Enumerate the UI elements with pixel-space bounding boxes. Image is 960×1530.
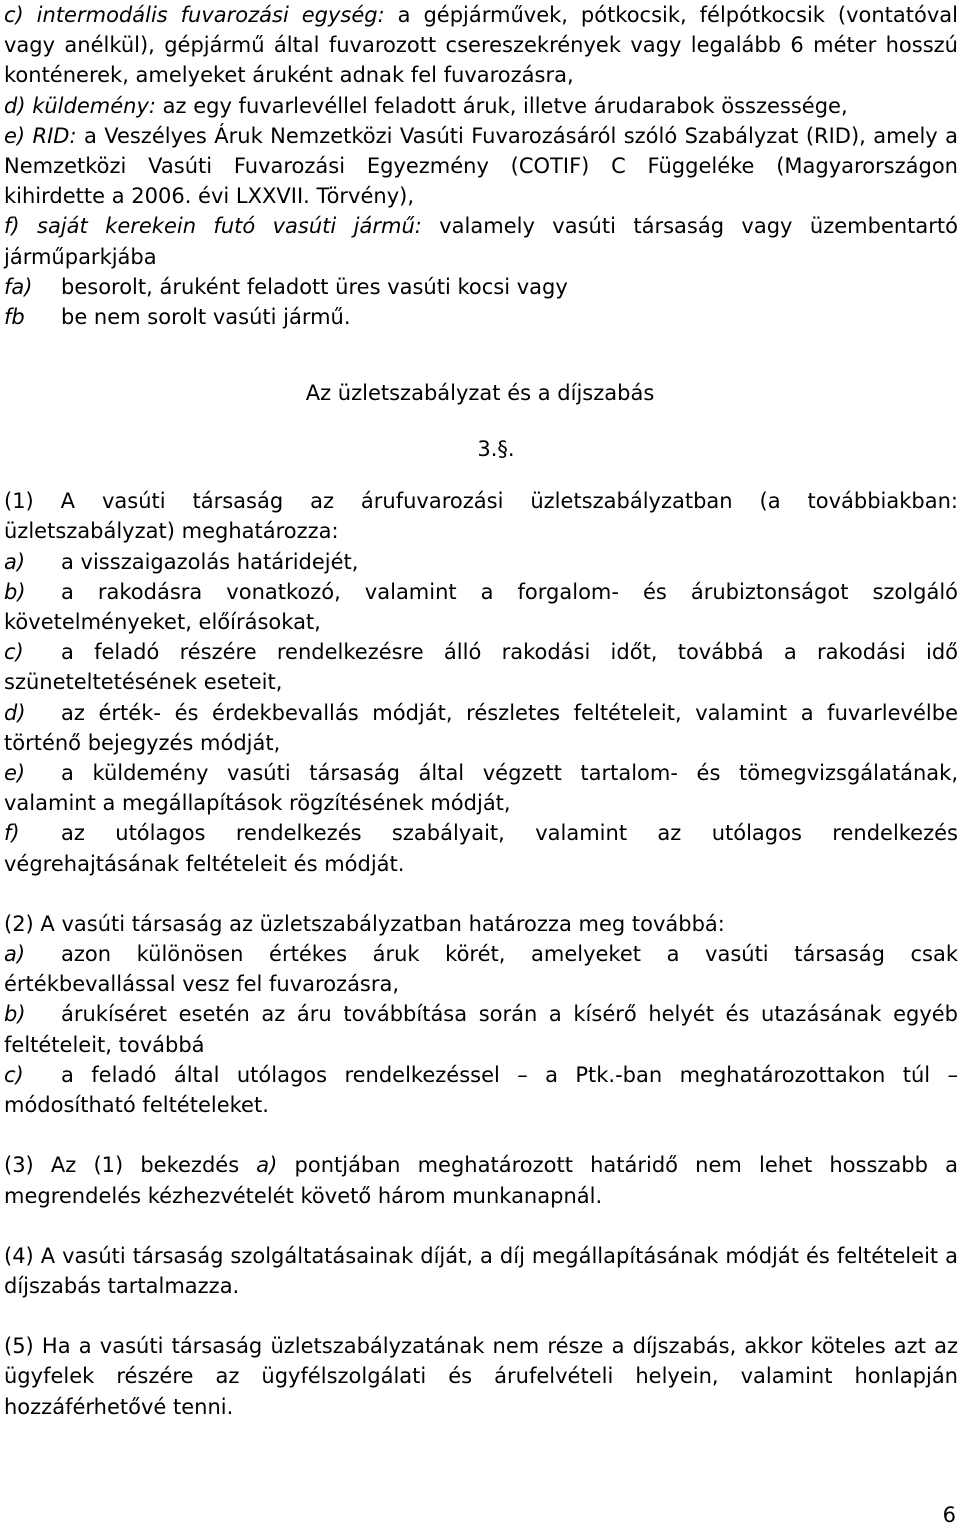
paragraph-1-item-text: a feladó részére rendelkezésre álló rakodási időt, továbbá a rakodási idő szüneteltetésének eseteit,	[4, 640, 958, 695]
paragraph-1-intro: (1) A vasúti társaság az árufuvarozási üzletszabályzatban (a továbbiakban: üzletszabályzat) meghatározza:	[4, 489, 958, 544]
paragraph-3-after: pontjában meghatározott határidő nem lehet hosszabb a megrendelés kézhezvételét követő három munkanapnál.	[4, 1153, 958, 1208]
paragraph-2-item-text: árukíséret esetén az áru továbbítása során a kísérő helyét és utazásának egyéb feltételeit, továbbá	[4, 1002, 958, 1057]
paragraph-2-item	[4, 1060, 958, 1120]
section-number: 3.§.	[477, 437, 515, 462]
paragraph-1-item-label: f)	[4, 821, 20, 846]
paragraph-1-item-text: az érték- és érdekbevallás módját, részletes feltételeit, valamint a fuvarlevélbe történő bejegyzés módját,	[4, 700, 958, 755]
definition-f-label: f) saját kerekein futó vasúti jármű:	[4, 214, 422, 239]
paragraph-1-item-label: d)	[4, 700, 26, 725]
paragraph-2-item-label: b)	[4, 1002, 26, 1027]
paragraph-1-item-label: a)	[4, 549, 26, 574]
section-title: Az üzletszabályzat és a díjszabás	[305, 381, 655, 406]
definition-fa-label: fa)	[4, 274, 33, 299]
paragraph-1-item	[4, 818, 958, 878]
definition-fb	[4, 302, 958, 332]
paragraph-1-item-label: b)	[4, 579, 26, 604]
paragraph-5: (5) Ha a vasúti társaság üzletszabályzatának nem része a díjszabás, akkor köteles azt az ügyfelek részére az ügyfélszolgálati és árufelvételi helyein, valamint honlapján hozzáférhetővé tenni.	[4, 1334, 958, 1419]
definition-d-text: az egy fuvarlevéllel feladott áruk, illetve árudarabok összessége,	[155, 93, 848, 118]
definition-fa-text: besorolt, áruként feladott üres vasúti kocsi vagy	[61, 274, 568, 299]
definition-e	[4, 121, 958, 212]
paragraph-2-item	[4, 939, 958, 999]
paragraph-1-list	[4, 547, 958, 879]
definition-f-text: valamely vasúti társaság vagy üzembentartó járműparkjába	[4, 214, 958, 269]
definition-c-label: c) intermodális fuvarozási egység:	[4, 3, 385, 27]
definition-f	[4, 211, 958, 271]
paragraph-1-item-text: a rakodásra vonatkozó, valamint a forgalom- és árubiztonságot szolgáló követelményeket, előírásokat,	[4, 579, 958, 635]
definition-fa	[4, 272, 958, 302]
paragraph-4: (4) A vasúti társaság szolgáltatásainak díját, a díj megállapításának módját és feltételeit a díjszabás tartalmazza.	[4, 1243, 958, 1298]
definition-fb-label: fb	[4, 305, 25, 330]
definition-c-text: a gépjárművek, pótkocsik, félpótkocsik (vontatóval vagy anélkül), gépjármű által fuvarozott csereszekrények vagy legalább 6 méter hosszú konténerek, amelyeket áruként adnak fel fuvarozásra,	[4, 3, 958, 88]
paragraph-2-item-label: c)	[4, 1062, 24, 1087]
definition-e-text: a Veszélyes Áruk Nemzetközi Vasúti Fuvarozásáról szóló Szabályzat (RID), amely a Nemzetközi Vasúti Fuvarozási Egyezmény (COTIF) C Függeléke (Magyarországon kihirdette a 2006. évi LXXVII. Törvény),	[4, 123, 958, 209]
definition-e-label: e) RID:	[4, 123, 77, 148]
definition-fb-text: be nem sorolt vasúti jármű.	[61, 305, 351, 330]
paragraph-1-item-text: az utólagos rendelkezés szabályait, valamint az utólagos rendelkezés végrehajtásának feltételeit és módját.	[4, 821, 958, 876]
paragraph-3-ref: a)	[256, 1153, 278, 1178]
definition-d-label: d) küldemény:	[4, 93, 156, 118]
paragraph-2-list	[4, 939, 958, 1120]
paragraph-1-item	[4, 547, 958, 577]
paragraph-1-item-text: a küldemény vasúti társaság által végzett tartalom- és tömegvizsgálatának, valamint a megállapítások rögzítésének módját,	[4, 761, 958, 816]
paragraph-2-item-text: azon különösen értékes áruk körét, amelyeket a vasúti társaság csak értékbevallással vesz fel fuvarozásra,	[4, 942, 958, 997]
paragraph-1-item-label: e)	[4, 761, 26, 786]
page-number: 6	[942, 1503, 956, 1527]
paragraph-1-item	[4, 637, 958, 697]
paragraph-1-item-text: a visszaigazolás határidejét,	[61, 549, 359, 574]
paragraph-3-before: (3) Az (1) bekezdés	[4, 1153, 257, 1178]
paragraph-3	[4, 1150, 958, 1210]
paragraph-2-item-text: a feladó által utólagos rendelkezéssel – a Ptk.-ban meghatározottakon túl – módosítható feltételeket.	[4, 1062, 958, 1118]
definition-d	[4, 91, 958, 121]
document-page	[4, 0, 958, 1422]
paragraph-1-item	[4, 698, 958, 758]
paragraph-1-item	[4, 577, 958, 637]
paragraph-1-item-label: c)	[4, 640, 24, 665]
definition-c	[4, 0, 958, 91]
paragraph-2-item	[4, 999, 958, 1059]
paragraph-2-intro: (2) A vasúti társaság az üzletszabályzatban határozza meg továbbá:	[4, 911, 725, 936]
paragraph-1-item	[4, 758, 958, 818]
paragraph-2-item-label: a)	[4, 942, 26, 967]
